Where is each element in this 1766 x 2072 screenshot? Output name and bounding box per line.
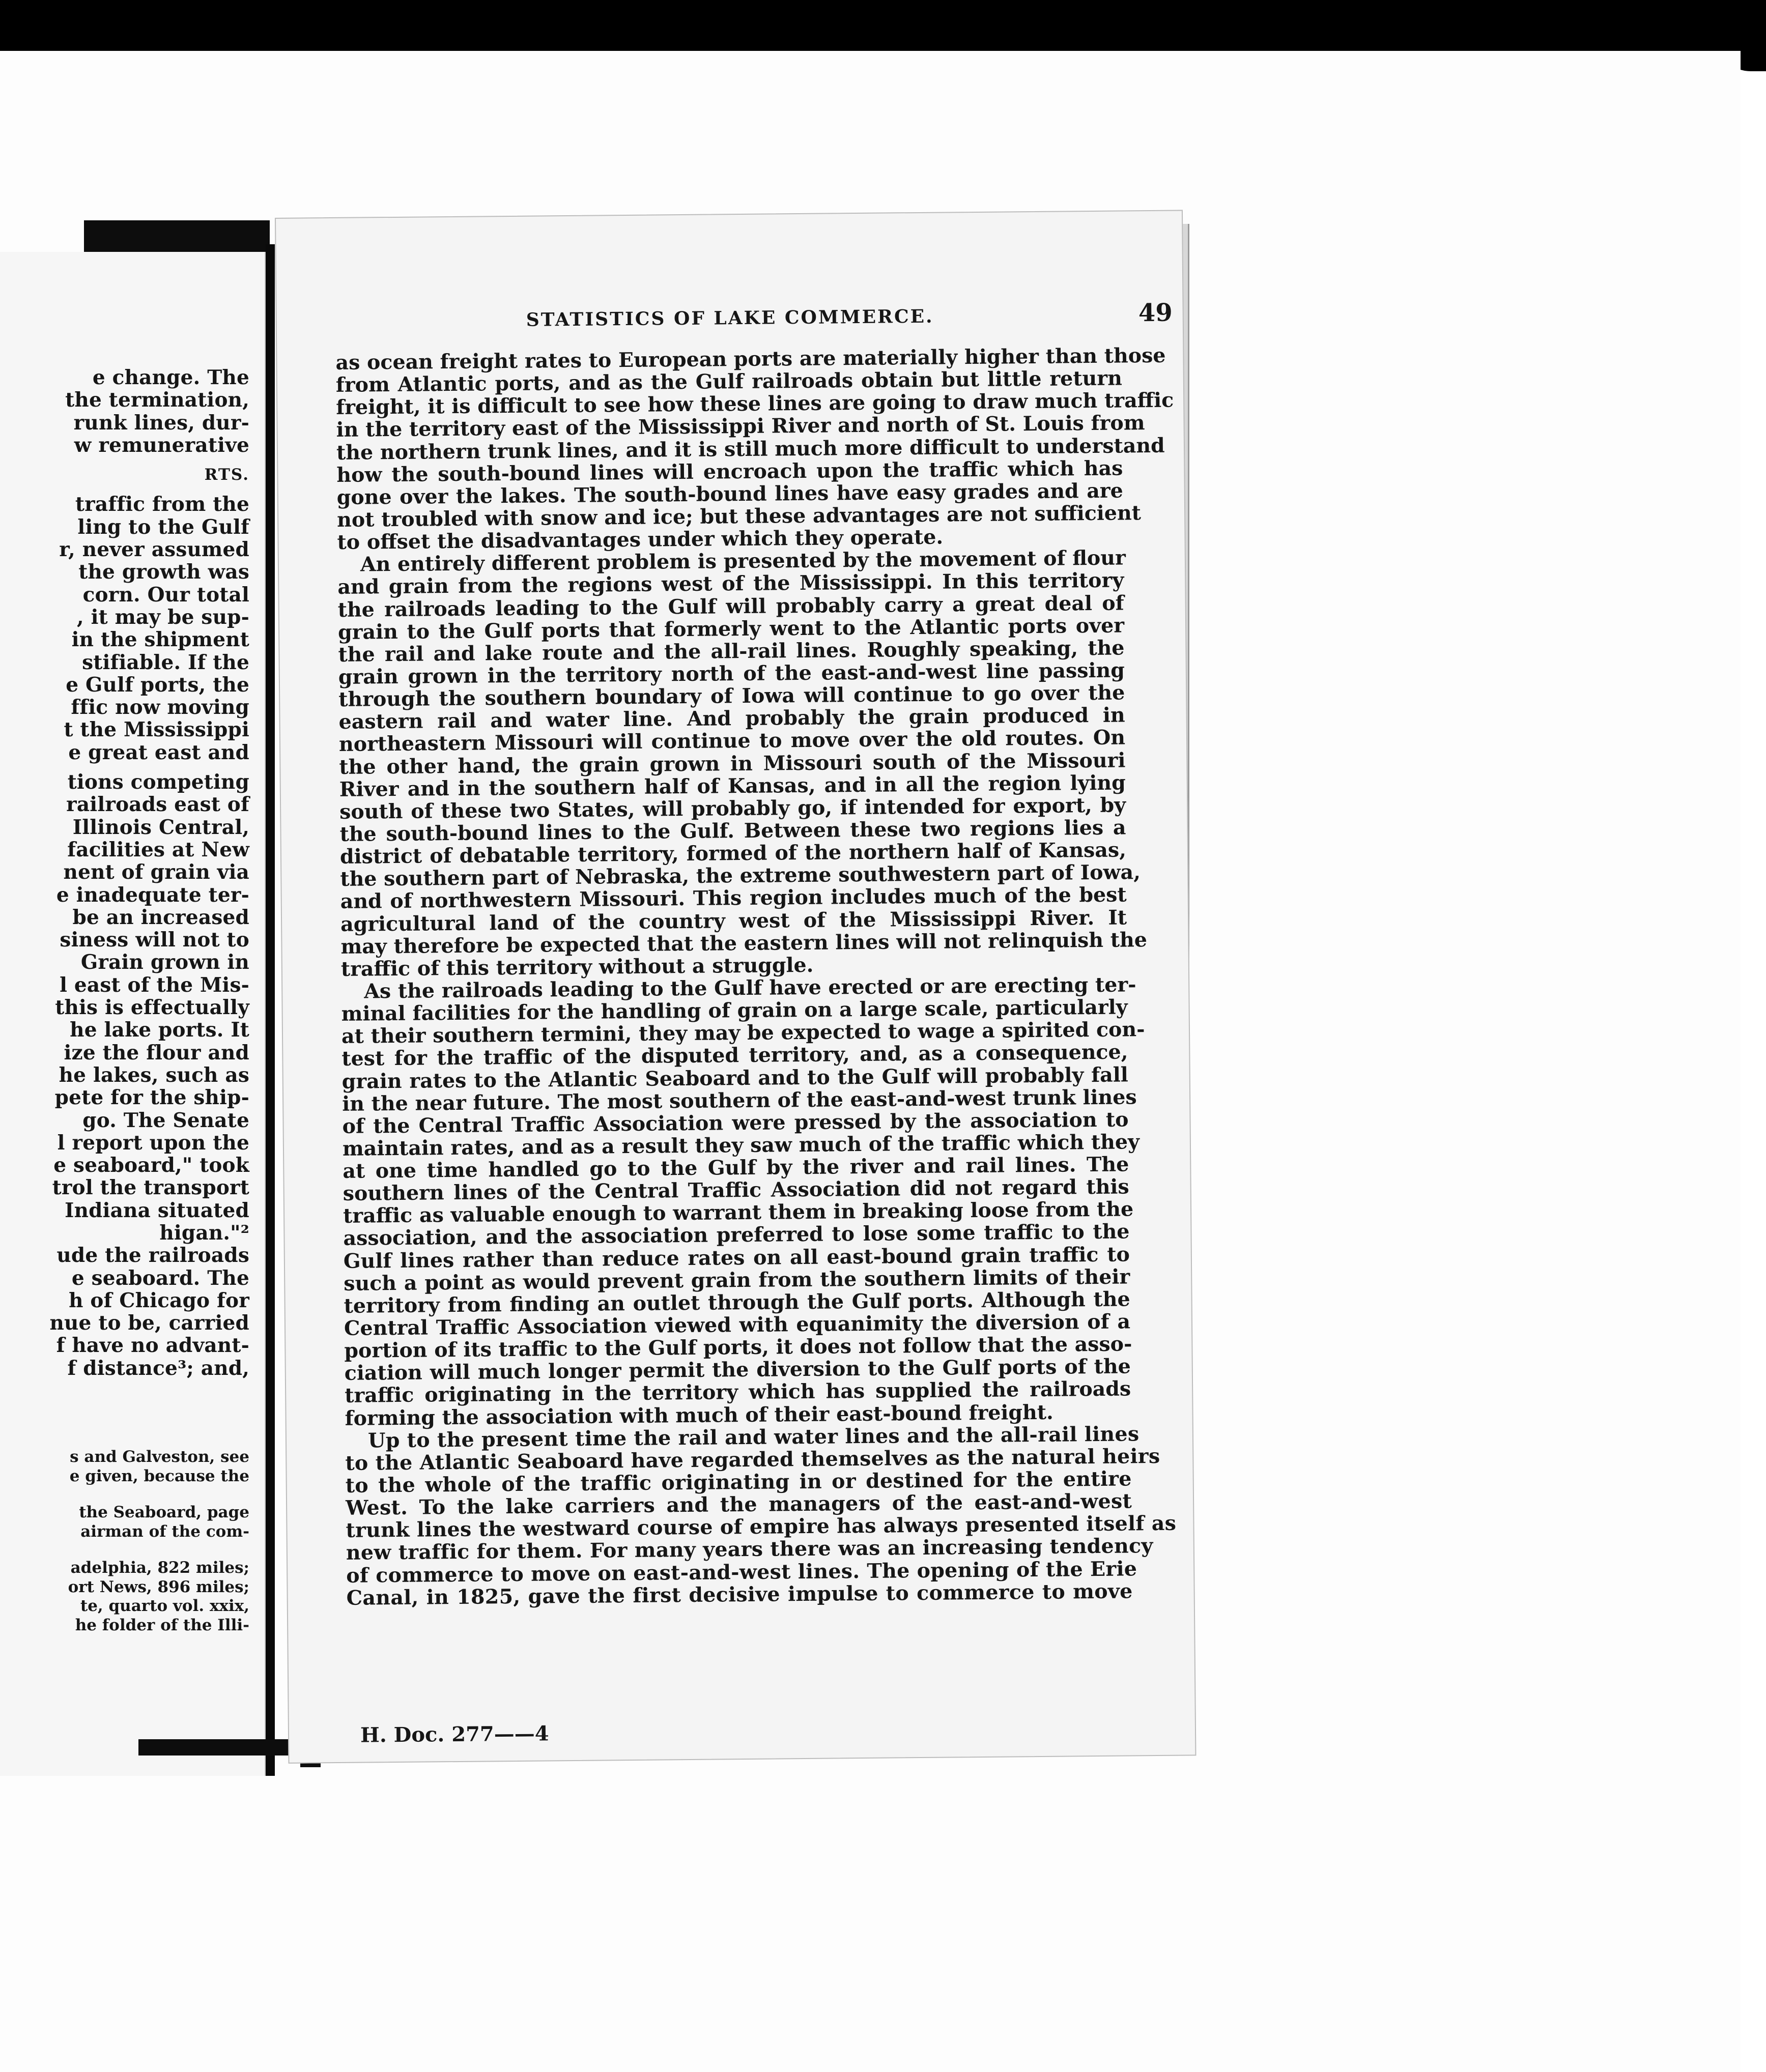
body-line: ciation will much longer permit the diversion to the Gulf ports of the — [344, 1355, 1131, 1386]
footnote-line: ort News, 896 miles; — [68, 1577, 249, 1596]
body-line: may therefore be expected that the eastern lines will not relinquish the — [340, 928, 1148, 959]
body-line: at their southern termini, they may be expected to wage a spirited con- — [341, 1018, 1145, 1049]
body-line: traffic originating in the territory which has supplied the railroads — [345, 1377, 1131, 1408]
left-page-line: siness will not to — [60, 928, 249, 952]
body-line: and grain from the regions west of the Mississippi. In this territory — [337, 568, 1124, 599]
body-line: northeastern Missouri will continue to move over the old routes. On — [338, 726, 1126, 757]
footnote-line: s and Galveston, see — [70, 1448, 249, 1466]
left-page-line: l report upon the — [57, 1131, 249, 1155]
left-page-line: ize the flour and — [64, 1041, 249, 1064]
left-page-line: he lakes, such as — [59, 1063, 249, 1087]
left-page-line: Illinois Central, — [72, 815, 249, 839]
main-page — [275, 210, 1196, 1763]
body-line: in the territory east of the Mississippi River and north of St. Louis from — [336, 411, 1145, 442]
footnote-line: he folder of the Illi- — [75, 1616, 249, 1634]
body-line: territory from finding an outlet through the Gulf ports. Although the — [344, 1287, 1130, 1318]
body-line: of the Central Traffic Association were pressed by the association to — [342, 1108, 1129, 1138]
left-page-line: e Gulf ports, the — [66, 673, 249, 697]
left-page-line: railroads east of — [66, 793, 249, 817]
body-line: the southern part of Nebraska, the extreme southwestern part of Iowa, — [340, 860, 1141, 891]
body-line: how the south-bound lines will encroach upon the traffic which has — [336, 456, 1123, 487]
left-page-line: corn. Our total — [82, 583, 249, 607]
left-page-line: nent of grain via — [63, 860, 249, 884]
left-page-line: RTS. — [204, 466, 249, 484]
left-page-line: trol the transport — [52, 1176, 249, 1200]
page-header — [526, 299, 1172, 335]
left-page-line: f have no advant- — [56, 1334, 249, 1358]
left-page-line: this is effectually — [55, 996, 249, 1020]
left-page-line: be an increased — [72, 905, 249, 929]
left-page-footnotes — [0, 1448, 249, 1635]
left-page-line: t the Mississippi — [64, 718, 249, 742]
left-page-line: , it may be sup- — [77, 605, 249, 629]
left-page-text — [0, 366, 249, 1379]
spacer — [0, 1541, 249, 1559]
book-spine — [266, 244, 275, 1776]
left-page-line: w remunerative — [74, 433, 249, 457]
spacer — [0, 764, 249, 771]
body-line: the rail and lake route and the all-rail lines. Roughly speaking, the — [338, 636, 1125, 667]
left-page-line: traffic from the — [75, 493, 249, 516]
facing-page-left — [0, 252, 266, 1776]
body-line: at one time handled go to the Gulf by the river and rail lines. The — [343, 1153, 1129, 1183]
body-line: grain to the Gulf ports that formerly went to the Atlantic ports over — [337, 614, 1125, 644]
body-line: Canal, in 1825, gave the first decisive impulse to commerce to move — [346, 1579, 1133, 1610]
left-page-line: r, never assumed — [59, 538, 249, 562]
body-line: as ocean freight rates to European ports are materially higher than those — [335, 343, 1166, 375]
footnote-line: te, quarto vol. xxix, — [80, 1597, 249, 1615]
body-line: trunk lines the westward course of empire has always presented itself as — [346, 1511, 1177, 1543]
body-line: not troubled with snow and ice; but these advantages are not sufficient — [336, 501, 1142, 532]
body-line: West. To the lake carriers and the managers of the east-and-west — [345, 1489, 1132, 1520]
body-line: traffic of this territory without a struggle. — [340, 953, 814, 981]
spacer — [0, 1486, 249, 1503]
body-line: in the near future. The most southern of the east-and-west trunk lines — [342, 1085, 1137, 1116]
left-page-line: he lake ports. It — [70, 1018, 249, 1042]
body-line: the northern trunk lines, and it is still much more difficult to understand — [336, 434, 1165, 465]
body-line: district of debatable territory, formed of the northern half of Kansas, — [339, 838, 1127, 869]
left-page-line: tions competing — [67, 770, 249, 794]
binding-top-block — [84, 220, 270, 252]
body-line: of commerce to move on east-and-west lines. The opening of the Erie — [346, 1557, 1137, 1588]
body-line: eastern rail and water line. And probably the grain produced in — [338, 703, 1125, 734]
left-page-line: the termination, — [65, 388, 249, 412]
body-line: Gulf lines rather than reduce rates on all east-bound grain traffic to — [343, 1243, 1130, 1273]
body-line: River and in the southern half of Kansas, and in all the region lying — [339, 771, 1126, 801]
body-line: An entirely different problem is presented by the movement of flour — [360, 546, 1126, 577]
left-page-line: ude the railroads — [56, 1244, 249, 1268]
body-line: such a point as would prevent grain from the southern limits of their — [344, 1265, 1130, 1296]
body-line: test for the traffic of the disputed territory, and, as a consequence, — [341, 1040, 1128, 1071]
left-page-line: Grain grown in — [80, 951, 249, 974]
body-line: from Atlantic ports, and as the Gulf railroads obtain but little return — [335, 366, 1123, 397]
scanner-top-border — [0, 0, 1766, 51]
left-page-line: in the shipment — [71, 628, 249, 652]
body-line: portion of its traffic to the Gulf ports, it does not follow that the asso- — [344, 1332, 1132, 1363]
left-page-line: higan."² — [159, 1221, 249, 1245]
body-line: association, and the association preferred to lose some traffic to the — [343, 1220, 1130, 1251]
body-line: forming the association with much of their east-bound freight. — [345, 1400, 1053, 1430]
body-line: new traffic for them. For many years there was an increasing tendency — [346, 1534, 1153, 1565]
left-page-line: ffic now moving — [71, 696, 249, 720]
body-line: Up to the present time the rail and water lines and the all-rail lines — [367, 1422, 1140, 1453]
body-line: the railroads leading to the Gulf will probably carry a great deal of — [337, 591, 1124, 622]
binding-bottom-block — [138, 1739, 311, 1756]
footnote-line: adelphia, 822 miles; — [70, 1559, 249, 1577]
left-page-line: e change. The — [92, 366, 249, 389]
left-page-line: stifiable. If the — [82, 650, 249, 674]
body-line: maintain rates, and as a result they saw much of the traffic which they — [342, 1130, 1140, 1161]
body-line: through the southern boundary of Iowa will continue to go over the — [338, 681, 1125, 712]
body-line: southern lines of the Central Traffic Association did not regard this — [343, 1175, 1129, 1206]
left-page-line: runk lines, dur- — [73, 411, 249, 435]
left-page-line: e great east and — [68, 740, 249, 764]
spacer — [0, 456, 249, 464]
body-line: minal facilities for the handling of grain on a large scale, particularly — [341, 995, 1128, 1026]
left-page-line: h of Chicago for — [69, 1288, 249, 1312]
left-page-line: the growth was — [78, 560, 249, 584]
footnote-line: airman of the com- — [80, 1522, 249, 1541]
body-line: As the railroads leading to the Gulf have erected or are erecting ter- — [364, 973, 1136, 1003]
footnote-line: the Seaboard, page — [79, 1503, 249, 1521]
body-line: south of these two States, will probably go, if intended for export, by — [339, 793, 1126, 824]
body-line: grain rates to the Atlantic Seaboard and to the Gulf will probably fall — [341, 1062, 1128, 1093]
body-line: Central Traffic Association viewed with equanimity the diversion of a — [344, 1310, 1131, 1340]
body-line: and of northwestern Missouri. This region includes much of the best — [340, 883, 1127, 914]
left-page-line: e seaboard," took — [53, 1154, 249, 1177]
left-page-line: f distance³; and, — [67, 1356, 249, 1380]
running-head: STATISTICS OF LAKE COMMERCE. — [526, 305, 934, 331]
body-line: the south-bound lines to the Gulf. Between these two regions lies a — [339, 816, 1126, 846]
left-page-line: e seaboard. The — [71, 1266, 249, 1290]
left-page-line: l east of the Mis- — [60, 973, 249, 997]
page-number: 49 — [1138, 298, 1173, 328]
left-page-line: nue to be, carried — [49, 1311, 249, 1335]
left-page-line: go. The Senate — [82, 1108, 249, 1132]
footnote-line: e given, because the — [69, 1466, 249, 1485]
body-line: agricultural land of the country west of the Mississippi River. It — [340, 905, 1127, 936]
spacer — [0, 486, 249, 493]
left-page-line: facilities at New — [67, 838, 249, 861]
body-line: gone over the lakes. The south-bound lines have easy grades and are — [336, 479, 1123, 509]
body-line: grain grown in the territory north of the east-and-west line passing — [338, 658, 1125, 689]
left-page-line: ling to the Gulf — [77, 515, 249, 539]
body-line: to offset the disadvantages under which they operate. — [337, 525, 944, 555]
left-page-line: e inadequate ter- — [56, 883, 249, 907]
body-text — [335, 343, 1177, 1610]
body-line: traffic as valuable enough to warrant them in breaking loose from the — [343, 1197, 1134, 1228]
body-line: freight, it is difficult to see how these lines are going to draw much traffic — [336, 388, 1174, 420]
body-line: the other hand, the grain grown in Missouri south of the Missouri — [339, 748, 1126, 779]
body-line: to the whole of the traffic originating in or destined for the entire — [345, 1467, 1132, 1498]
left-page-line: pete for the ship- — [54, 1086, 249, 1110]
document-signature-mark: H. Doc. 277——4 — [360, 1721, 549, 1747]
body-line: to the Atlantic Seaboard have regarded themselves as the natural heirs — [345, 1444, 1160, 1475]
left-page-line: Indiana situated — [65, 1198, 249, 1222]
